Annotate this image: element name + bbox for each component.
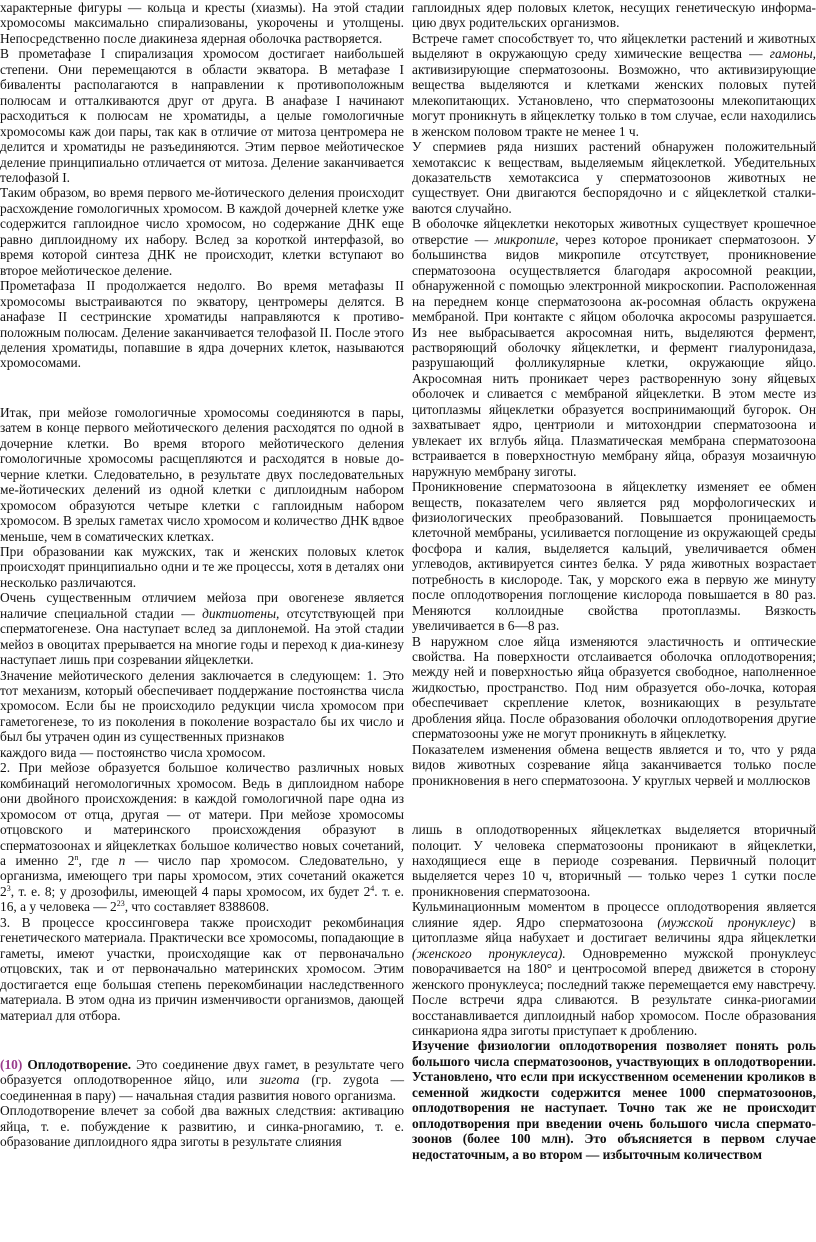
paragraph [412, 216, 816, 479]
left-column [0, 0, 404, 1150]
paragraph: каждого вида — постоянство числа хромосом. [0, 744, 266, 760]
text-run: , где [78, 853, 109, 869]
right-column [412, 0, 816, 1162]
text-run: активизирующие сперматозооны. Возможно, что активизирующие вещества выделяются и клетками женских половых путей млекопитающих. Установлено, что сперматозооны млекопитающих могут проникнуть в яйцеклетку только в том случае, если находились в женском половом тракте не менее 1 ч. [412, 61, 816, 139]
paragraph: Итак, при мейозе гомологичные хромосомы соединяются в пары, затем в конце первого мейотического деления расходятся по одной в дочерние клетки. Во время второго мейотического деления гомологичные хромосомы расщепляются и расходятся в новые до-черние клетки. Следовательно, в результате двух последовательных ме-йотических делений из одной клетки с диплоидным набором хромосом образуются четыре клетки с гаплоидным набором хромосом. В зрелых гаметах число хромосом и количество ДНК вдвое меньше, чем в соматических клетках. [0, 404, 404, 544]
term-italic: n [118, 853, 126, 869]
paragraph: У спермиев ряда низших растений обнаружен положительный хемотаксис к веществам, выделяемым яйцеклеткой. Убедительных доказательств хемотаксиса у сперматозоонов животных не существует. Они двигаются беспорядочно и с яйцеклеткой сталки-ваются случайно. [412, 139, 816, 216]
text-run: — число пар хромосом. Следовательно, у организма, имеющего три пары хромосом, этих сочетаний окажется 2 [0, 853, 404, 899]
paragraph: При образовании как мужских, так и женских половых клеток происходят принципиально одни и те же процессы, хотя в деталях они несколько различаются. [0, 543, 404, 590]
superscript: 3 [6, 883, 11, 893]
text-run: , т. е. 8; у дрозофилы, имеющей 4 пары хромосом, их будет 2 [10, 883, 371, 899]
text-run: Одновременно мужской пронуклеус поворачивается на 180° и центросомой вперед движется в сторону женского пронуклеуса; последний также перемещается ему навстречу. После встречи ядра сливаются. В результате синка-риогамии восстанавливается диплоидный набор хромосом. После образования синкариона ядра зиготы приступает к дроблению. [412, 945, 816, 1038]
superscript: 4 [370, 883, 375, 893]
spacer [0, 1023, 404, 1057]
paragraph: 3. В процессе кроссинговера также происходит рекомбинация генетического материала. Практически все хромосомы, попадающие в гаметы, имеют участки, происходящие как от первоначально отцовских, так и от первоначально материнских хромосом. Этим достигается еще большая степень перекомбинации наследственного материала. В этом одна из причин изменчивости организмов, дающей материал для отбора. [0, 914, 404, 1023]
text-run: через которое проникает сперматозоон. У большинства видов микропиле отсутствует, проникновение сперматозоона осуществляется благодаря акросомной реакции, обнаруженной с помощью электронной микроскопии. Расположенная на переднем конце сперматозоона ак-росомная область окружена мембраной. При контакте с яйцом оболочка акросомы разрушается. Из нее выбрасывается акросомная нить, выделяются фермент, растворяющий оболочку яйцеклетки, и фермент гиалуронидаза, разрушающий фолликулярные клетки, окружающие яйцо. Акросомная нить проникает через растворенную зону яйцевых оболочек и сливается с мембраной яйцеклетки. В этом месте из цитоплазмы яйцеклетки образуется воспринимающий бугорок. Он захватывает ядро, центриоли и митохондрии сперматозоона и увлекает их вглубь яйца. Плазматическая мембрана сперматозоона встраивается в поверхностную мембрану яйца, образуя мозаичную наружную мембрану зиготы. [412, 231, 816, 479]
text-run: Встрече гамет способствует то, что яйцеклетки растений и животных выделяют в окружающую среду химические вещества — [412, 30, 816, 62]
term-italic: (женского пронуклеуса). [412, 945, 566, 961]
text-run: отсутствующей при сперматогенезе. Она наступает вслед за диплонемой. На этой стадии мейоз в овоцитах прерывается на многие годы и переход к диа-кинезу наступает лишь при созревании яйцеклетки. [0, 605, 404, 668]
text-run: 2. При мейозе образуется большое количество различных новых комбинаций негомологичных хромосом. Ведь в диплоидном наборе они двойного происхождения: в каждой гомологичной паре одна из хромосом от отца, другая — от матери. При мейозе хромосомы отцовского и материнского происхождения образуют в сперматозоонах и яйцеклетках большое количество новых сочетаний, а именно 2 [0, 760, 404, 869]
paragraph: гаплоидных ядер половых клеток, несущих генетическую информа-цию двух родительских организмов. [412, 0, 816, 31]
term-italic: зигота [259, 1072, 300, 1088]
term-italic: микропиле, [494, 231, 559, 247]
paragraph: Прометафаза II продолжается недолго. Во время метафазы II хромосомы выстраиваются по экватору, центромеры делятся. В анафазе II сестринские хроматиды направляются к противо-положным полюсам. Деление заканчивается телофазой II. После этого деления хроматиды, попавшие в ядра дочерних клеток, называются хромосомами. [0, 278, 404, 371]
paragraph [0, 1057, 404, 1103]
paragraph: лишь в оплодотворенных яйцеклетках выделяется вторичный полоцит. У человека сперматозооны проникают в яйцеклетки, находящиеся еще в периоде созревания. Первичный полоцит выделяется через 10 ч, вторичный — только через 1 сутки после проникновения сперматозоона. [412, 822, 816, 899]
paragraph: В прометафазе I спирализация хромосом достигает наибольшей степени. Они перемещаются в области экватора. В метафазе I биваленты располагаются в направлении к противоположным полюсам и отталкиваются друг от друга. В анафазе I начинают расходиться к полюсам не хроматиды, а целые гомологичные хромосомы каж дои пары, так как в отличие от митоза центромера не делится и хроматиды не разъединяются. Этим первое мейотическое деление принципиально отличается от митоза. Деление заканчивается телофазой I. [0, 46, 404, 185]
superscript: n [74, 853, 79, 863]
superscript: 23 [116, 899, 125, 909]
text-run: , что составляет 8388608. [124, 899, 270, 915]
section-number: (10) [0, 1057, 23, 1072]
term-italic: гамоны, [769, 46, 816, 62]
text-run: В оболочке яйцеклетки некоторых животных существует крошечное отверстие — [412, 216, 816, 247]
paragraph: Показателем изменения обмена веществ является и то, что у ряда видов животных созревание яйца заканчивается только после проникновения в него сперматозоона. У круглых червей и моллюсков [412, 741, 816, 788]
spacer [412, 788, 816, 822]
paragraph [412, 899, 816, 1038]
term-italic: диктиотены, [202, 605, 280, 621]
text-run: Очень существенным отличием мейоза при овогенезе является наличие специальной стадии — [0, 590, 404, 621]
text-run: (гр. zygota — соединенная в пару) — начальная стадия развития нового организма. [0, 1072, 404, 1103]
section-title: Оплодотворение. [27, 1057, 132, 1072]
text-run: в цитоплазме яйца набухает и достигает величины ядра яйцеклетки [412, 914, 816, 946]
spacer [0, 371, 404, 405]
paragraph: характерные фигуры — кольца и кресты (хиазмы). На этой стадии хромосомы максимально спирализованы, укорочены и утолщены. Непосредственно после диакинеза ядерная оболочка растворяется. [0, 0, 404, 46]
paragraph [412, 31, 816, 139]
paragraph-bold: Изучение физиологии оплодотворения позволяет понять роль большого числа сперматозоонов, участвующих в оплодотворении. Установлено, что если при искусственном осеменении кроликов в семенной жидкости содержится менее 1000 сперматозоонов, оплодотворения не наступает. Точно так же не происходит оплодотворения при введении очень большого числа спермато-зоонов (более 100 млн). Это объясняется в первом случае недостаточным, а во втором — избыточным количеством [412, 1038, 816, 1162]
paragraph: В наружном слое яйца изменяются эластичность и оптические свойства. На поверхности отслаивается оболочка оплодотворения; между ней и поверхностью яйца образуется свободное, наполненное жидкостью, пространство. Под ним образуется обо-лочка, которая обеспечивает скрепление клеток, возникающих в результате дробления яйца. После образования оболочки оплодотворения другие сперматозооны уже не могут проникнуть в яйцеклетку. [412, 633, 816, 742]
paragraph [0, 760, 404, 915]
paragraph: Значение мейотического деления заключается в следующем: 1. Это тот механизм, который обеспечивает поддержание постоянства числа хромосом. Если бы не происходило редукции числа хромосом при гаметогенезе, то из поколения в поколение возрастало бы их число и был бы утрачен один из существенных признаков [0, 667, 404, 745]
paragraph [0, 590, 404, 667]
paragraph: Таким образом, во время первого ме-йотического деления происходит расхождение гомологичных хромосом. В каждой дочерней клетке уже содержится гаплоидное число хромосом, но содержание ДНК еще равно диплоидному их набору. Вслед за короткой интерфазой, во время которой синтеза ДНК не происходит, клетки вступают во второе мейотическое деление. [0, 185, 404, 278]
text-run: Кульминационным моментом в процессе оплодотворения является слияние ядер. Ядро сперматозоона [412, 899, 816, 930]
paragraph: Оплодотворение влечет за собой два важных следствия: активацию яйца, т. е. побуждение к развитию, и синка-рногамию, т. е. образование диплоидного ядра зиготы в результате слияния [0, 1103, 404, 1150]
paragraph: Проникновение сперматозоона в яйцеклетку изменяет ее обмен веществ, показателем чего является ряд морфологических и физиологических преобразований. Повышается проницаемость клеточной мембраны, усиливается поглощение из окружающей среды фосфора и калия, выделяется кальций, увеличивается обмен углеводов, активируется синтез белка. У ряда животных возрастает потребность в кислороде. Так, у морского ежа в первую же минуту после оплодотворения поглощение кислорода повышается в 80 раз. Меняются коллоидные свойства протоплазмы. Вязкость увеличивается в 6—8 раз. [412, 479, 816, 634]
term-italic: (мужской пронуклеус) [657, 914, 796, 930]
text-run: . т. е. 16, а у человека — 2 [0, 883, 404, 915]
text-run: Это соединение двух гамет, в результате чего образуется оплодотворенное яйцо, или [0, 1057, 404, 1088]
